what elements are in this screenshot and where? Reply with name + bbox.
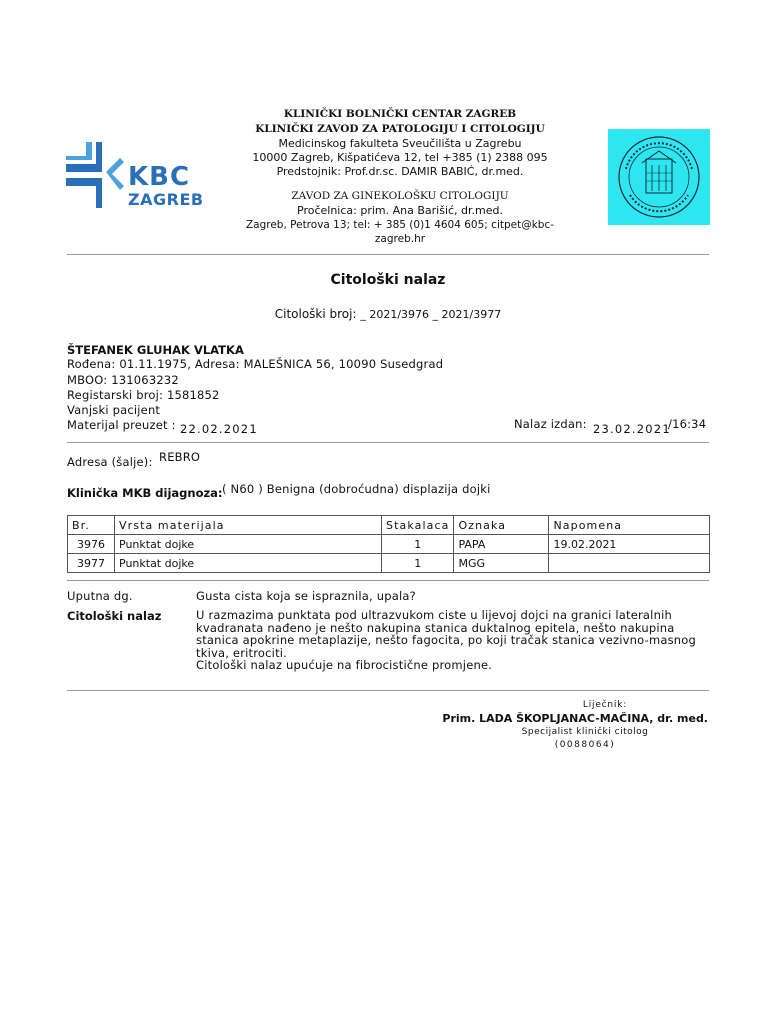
table-row (68, 535, 710, 554)
report-number (67, 307, 709, 321)
department-head-line: Pročelnica: prim. Ana Barišić, dr.med. (297, 204, 503, 217)
finding-line: Citološki nalaz upućuje na fibrocistične promjene. (196, 658, 493, 673)
diagnosis-value: ( N60 ) Benigna (dobroćudna) displazija dojki (222, 482, 491, 496)
seal-icon (608, 129, 710, 225)
doctor-title: Specijalist klinički citolog (521, 727, 649, 737)
faculty-line: Medicinskog fakulteta Sveučilišta u Zagrebu (278, 137, 522, 150)
patient-type: Vanjski pacijent (67, 403, 161, 417)
institute-name: KLINIČKI ZAVOD ZA PATOLOGIJU I CITOLOGIJU (255, 123, 545, 135)
cell-label: PAPA (454, 535, 549, 554)
department-contact-line: Zagreb, Petrova 13; tel: + 385 (0)1 4604 605; citpet@kbc- (245, 219, 555, 231)
col-header-note: Napomena (549, 516, 710, 535)
header-divider (67, 254, 709, 255)
cell-material: Punktat dojke (115, 554, 382, 573)
materials-table (67, 515, 710, 573)
patient-name: ŠTEFANEK GLUHAK VLATKA (67, 343, 244, 357)
doctor-label: Liječnik: (582, 700, 628, 710)
finding-divider (67, 690, 709, 691)
patient-registry-number: Registarski broj: 1581852 (67, 388, 220, 402)
address-line: 10000 Zagreb, Kišpatićeva 12, tel +385 (1) 2388 095 (252, 151, 548, 164)
material-taken-date: 22.02.2021 (180, 422, 258, 436)
cell-slides: 1 (382, 535, 454, 554)
doctor-code: (0088064) (554, 740, 616, 750)
sender-label: Adresa (šalje): (67, 455, 153, 469)
material-taken-label: Materijal preuzet : (67, 418, 176, 432)
issued-time: /16:34 (668, 417, 707, 431)
finding-label: Citološki nalaz (67, 609, 162, 623)
department-name: ZAVOD ZA GINEKOLOŠKU CITOLOGIJU (291, 190, 509, 202)
department-contact-line-2: zagreb.hr (374, 233, 426, 245)
cell-material: Punktat dojke (115, 535, 382, 554)
col-header-slides: Stakalaca (382, 516, 454, 535)
patient-mboo: MBOO: 131063232 (67, 373, 179, 387)
issued-label: Nalaz izdan: (514, 417, 587, 431)
table-divider (67, 580, 709, 581)
head-line: Predstojnik: Prof.dr.sc. DAMIR BABIĆ, dr.med. (276, 165, 524, 178)
table-header-row (68, 516, 710, 535)
logo-text-zagreb: ZAGREB (128, 190, 204, 209)
report-number-label: Citološki broj: (274, 307, 357, 321)
doctor-name: Prim. LADA ŠKOPLJANAC-MAČINA, dr. med. (442, 712, 708, 725)
cell-note (549, 554, 710, 573)
col-header-number: Br. (68, 516, 115, 535)
issued-date: 23.02.2021 (593, 422, 671, 436)
finding-line: tkiva, eritrociti. (196, 645, 288, 660)
report-number-value: _ 2021/3976 _ 2021/3977 (360, 308, 502, 321)
table-row (68, 554, 710, 573)
finding-line: stanica apokrine metaplazije, nešto fagocita, po koji tračak stanica vezivno-masnog (196, 633, 697, 648)
referral-label: Uputna dg. (67, 589, 133, 603)
finding-line: U razmazima punktata pod ultrazvukom ciste u lijevoj dojci na granici lateralnih (196, 608, 672, 622)
diagnosis-label: Klinička MKB dijagnoza: (67, 486, 223, 500)
cell-note: 19.02.2021 (549, 535, 710, 554)
patient-birth-address: Rođena: 01.11.1975, Adresa: MALEŠNICA 56, 10090 Susedgrad (67, 357, 444, 371)
col-header-label: Oznaka (454, 516, 549, 535)
header-block (210, 107, 590, 246)
referral-value: Gusta cista koja se ispraznila, upala? (196, 589, 416, 603)
report-title: Citološki nalaz (330, 272, 446, 288)
finding-line: kvadranata nađeno je nešto nakupina stanica duktalnog epitela, nešto nakupina (196, 620, 675, 635)
kbc-logo (66, 142, 204, 212)
sender-value: REBRO (159, 450, 201, 464)
col-header-material: Vrsta materijala (115, 516, 382, 535)
cell-label: MGG (454, 554, 549, 573)
university-seal (608, 129, 710, 225)
patient-divider (67, 442, 709, 443)
finding-text (196, 609, 708, 672)
cell-number: 3976 (68, 535, 115, 554)
logo-text-kbc: KBC (128, 162, 191, 192)
hospital-name: KLINIČKI BOLNIČKI CENTAR ZAGREB (283, 108, 517, 120)
cell-number: 3977 (68, 554, 115, 573)
cell-slides: 1 (382, 554, 454, 573)
